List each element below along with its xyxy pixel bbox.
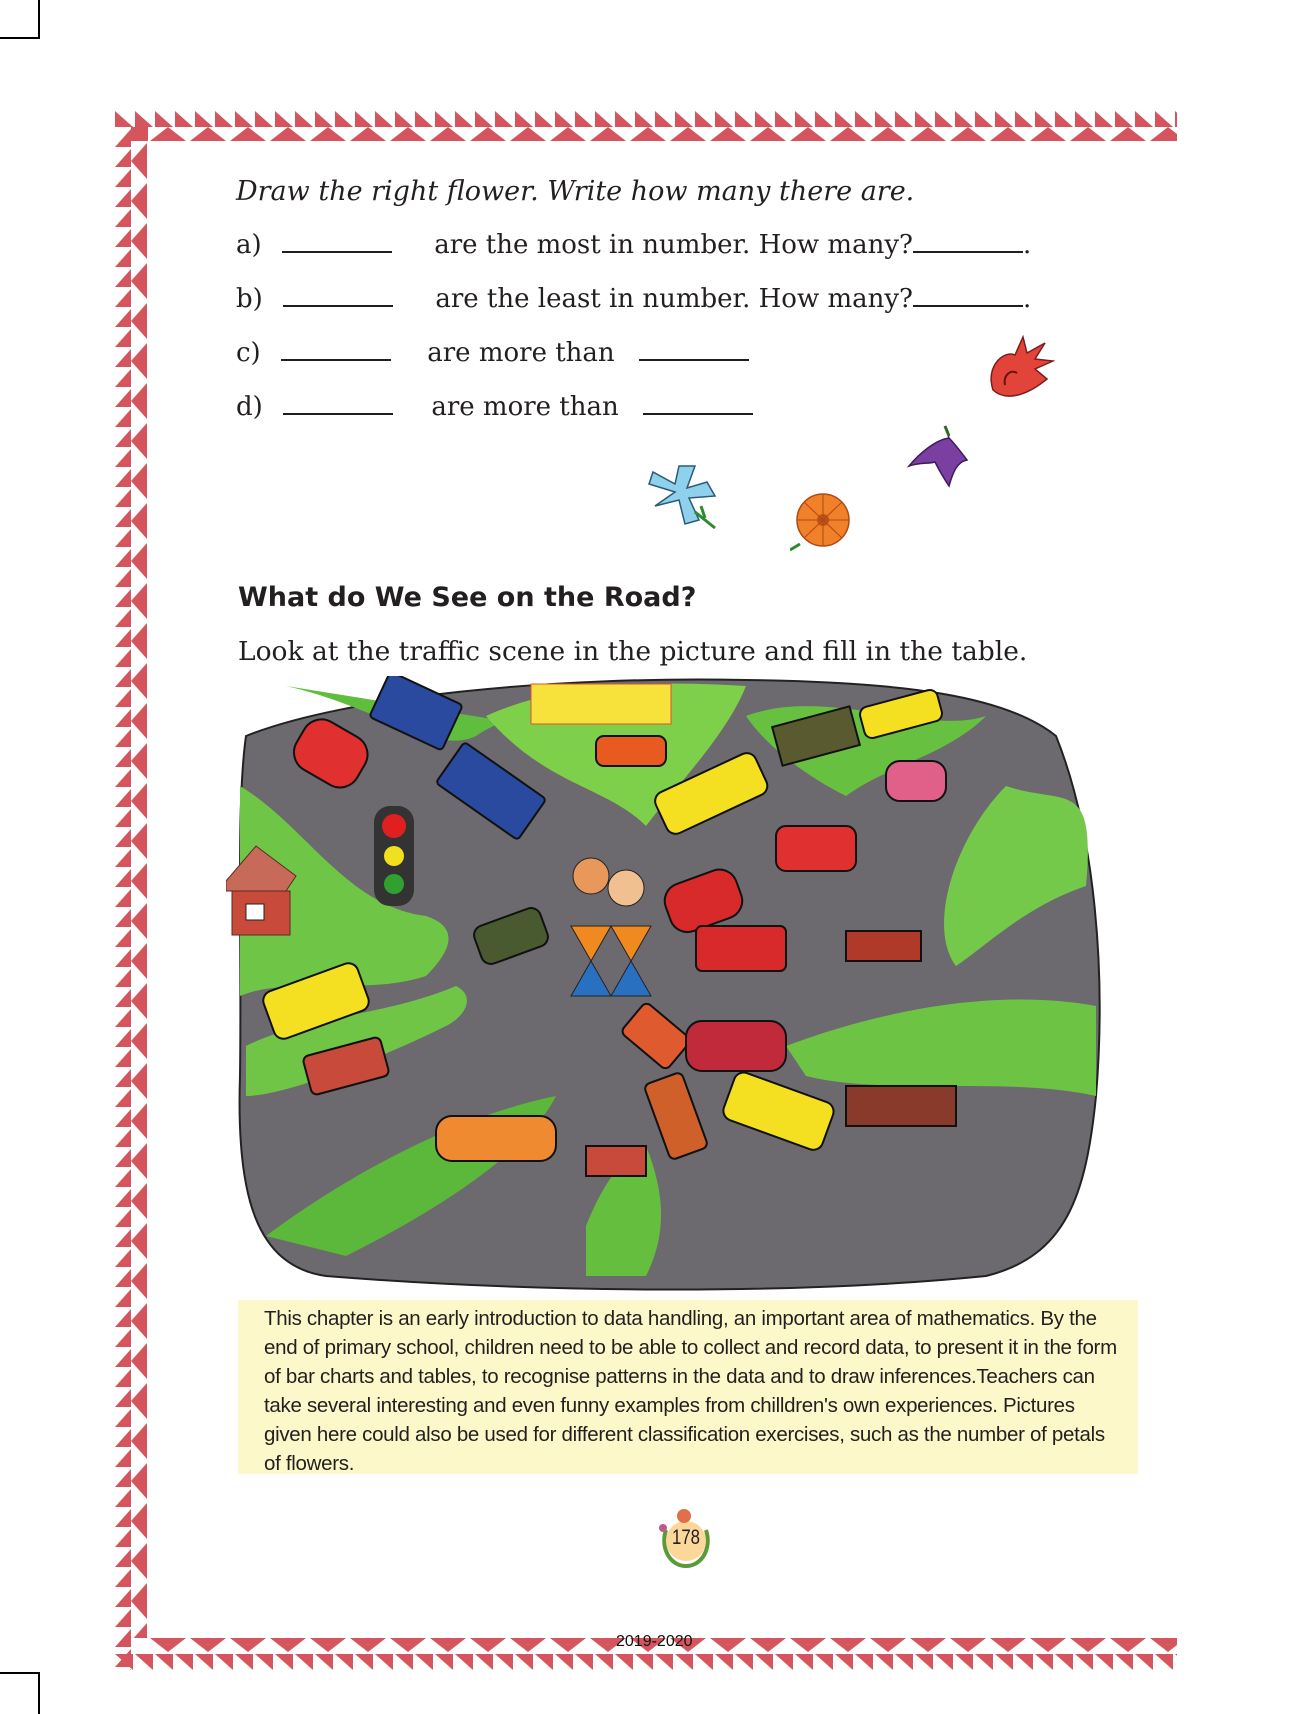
question-text: are the least in number. How many?	[435, 284, 913, 314]
question-text: are more than	[431, 392, 619, 422]
year-label: 2019-2020	[616, 1633, 693, 1650]
question-c	[236, 338, 749, 368]
flower-blue-icon	[645, 462, 725, 532]
traffic-scene-illustration	[226, 676, 1108, 1296]
teacher-note-text: This chapter is an early introduction to data handling, an important area of mathematics. By the end of primary school, children need to be able to collect and record data, to present it in the form of bar charts and tables, to recognise patterns in the data and to draw inferences.Teachers can take several interesting and even funny examples from chilldren's own experiences. Pictures given here could also be used for different classification exercises, such as the number of petals of flowers.	[264, 1307, 1117, 1475]
answer-blank[interactable]	[283, 412, 393, 415]
question-d	[236, 392, 753, 422]
question-a	[236, 230, 1031, 260]
answer-blank[interactable]	[281, 358, 391, 361]
section-heading: What do We See on the Road?	[238, 582, 697, 613]
flower-orange-icon	[790, 492, 860, 552]
section-instruction: Look at the traffic scene in the picture and fill in the table.	[238, 636, 1028, 667]
question-label: b)	[236, 284, 263, 314]
page-number: 178	[671, 1526, 701, 1549]
flower-purple-icon	[905, 422, 975, 492]
question-label: c)	[236, 338, 261, 368]
answer-blank[interactable]	[913, 250, 1023, 253]
question-label: a)	[236, 230, 262, 260]
flower-red-icon	[985, 335, 1055, 405]
question-b	[236, 284, 1031, 314]
question-label: d)	[236, 392, 263, 422]
answer-blank[interactable]	[643, 412, 753, 415]
answer-blank[interactable]	[913, 304, 1023, 307]
answer-blank[interactable]	[283, 304, 393, 307]
answer-blank[interactable]	[282, 250, 392, 253]
question-text: are the most in number. How many?	[434, 230, 913, 260]
question-text: are more than	[427, 338, 615, 368]
teacher-note	[238, 1300, 1138, 1474]
answer-blank[interactable]	[639, 358, 749, 361]
period: .	[1022, 230, 1032, 260]
period: .	[1023, 284, 1032, 314]
exercise-instruction: Draw the right flower. Write how many there are.	[236, 176, 915, 207]
